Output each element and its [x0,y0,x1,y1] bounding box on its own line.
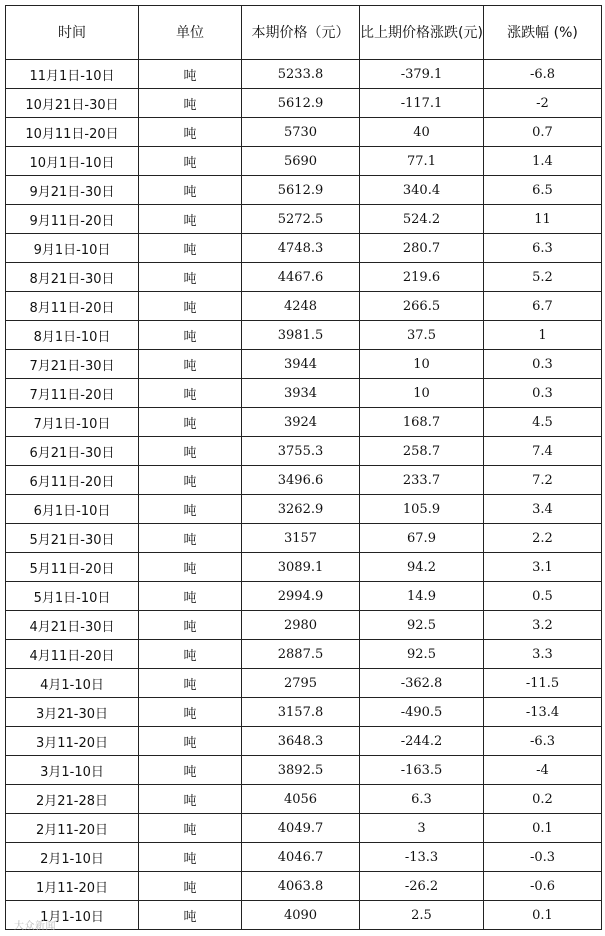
cell-change-pct: 0.1 [484,814,602,843]
cell-price: 3892.5 [242,756,360,785]
cell-change-pct: 4.5 [484,408,602,437]
cell-period: 6月21日-30日 [6,437,139,466]
cell-period: 8月1日-10日 [6,321,139,350]
table-row [6,611,602,640]
cell-unit: 吨 [139,321,242,350]
cell-change-pct: -6.8 [484,60,602,89]
table-row [6,263,602,292]
cell-period: 1月1-10日 [6,901,139,930]
table-row [6,321,602,350]
table-row [6,292,602,321]
cell-price: 3089.1 [242,553,360,582]
table-row [6,408,602,437]
cell-change: 258.7 [360,437,484,466]
cell-price: 4248 [242,292,360,321]
cell-price: 3934 [242,379,360,408]
cell-change: 10 [360,350,484,379]
cell-unit: 吨 [139,60,242,89]
header-change: 比上期价格涨跌(元) [360,6,484,60]
cell-change: 77.1 [360,147,484,176]
cell-change-pct: 3.2 [484,611,602,640]
table-row [6,495,602,524]
cell-change: -362.8 [360,669,484,698]
table-row [6,89,602,118]
cell-period: 10月11日-20日 [6,118,139,147]
header-price: 本期价格（元） [242,6,360,60]
cell-change-pct: -0.6 [484,872,602,901]
cell-change-pct: 6.5 [484,176,602,205]
cell-price: 5612.9 [242,176,360,205]
cell-price: 4467.6 [242,263,360,292]
cell-period: 7月11日-20日 [6,379,139,408]
cell-change-pct: 6.7 [484,292,602,321]
cell-change: 40 [360,118,484,147]
cell-unit: 吨 [139,89,242,118]
cell-change: 94.2 [360,553,484,582]
cell-unit: 吨 [139,756,242,785]
cell-change-pct: 3.4 [484,495,602,524]
cell-period: 4月1-10日 [6,669,139,698]
cell-period: 3月21-30日 [6,698,139,727]
table-row [6,872,602,901]
cell-unit: 吨 [139,611,242,640]
cell-change: -117.1 [360,89,484,118]
cell-period: 8月11日-20日 [6,292,139,321]
table-row [6,466,602,495]
cell-change: 37.5 [360,321,484,350]
cell-period: 10月1日-10日 [6,147,139,176]
table-row [6,553,602,582]
cell-change: 266.5 [360,292,484,321]
cell-change-pct: -13.4 [484,698,602,727]
cell-period: 5月1日-10日 [6,582,139,611]
cell-change: 280.7 [360,234,484,263]
table-row [6,524,602,553]
cell-unit: 吨 [139,524,242,553]
table-row [6,437,602,466]
cell-change-pct: 6.3 [484,234,602,263]
cell-change: 92.5 [360,640,484,669]
table-body [6,60,602,930]
cell-change: 233.7 [360,466,484,495]
cell-unit: 吨 [139,118,242,147]
cell-price: 3648.3 [242,727,360,756]
cell-period: 1月11-20日 [6,872,139,901]
table-row [6,756,602,785]
cell-unit: 吨 [139,437,242,466]
cell-unit: 吨 [139,814,242,843]
cell-price: 5612.9 [242,89,360,118]
cell-unit: 吨 [139,785,242,814]
cell-price: 2887.5 [242,640,360,669]
header-period: 时间 [6,6,139,60]
cell-period: 6月11日-20日 [6,466,139,495]
cell-change-pct: 3.3 [484,640,602,669]
cell-period: 9月1日-10日 [6,234,139,263]
cell-change: 92.5 [360,611,484,640]
cell-unit: 吨 [139,727,242,756]
cell-change-pct: 0.3 [484,350,602,379]
cell-price: 4063.8 [242,872,360,901]
cell-period: 7月21日-30日 [6,350,139,379]
cell-change: 340.4 [360,176,484,205]
cell-price: 3157 [242,524,360,553]
cell-unit: 吨 [139,379,242,408]
cell-change-pct: 7.2 [484,466,602,495]
cell-unit: 吨 [139,640,242,669]
cell-unit: 吨 [139,234,242,263]
cell-change: -490.5 [360,698,484,727]
cell-change: 2.5 [360,901,484,930]
cell-price: 2980 [242,611,360,640]
cell-price: 3262.9 [242,495,360,524]
table-row [6,785,602,814]
cell-price: 3496.6 [242,466,360,495]
cell-unit: 吨 [139,408,242,437]
table-row [6,814,602,843]
cell-change: 6.3 [360,785,484,814]
cell-change: -13.3 [360,843,484,872]
cell-change: 14.9 [360,582,484,611]
cell-price: 3755.3 [242,437,360,466]
cell-period: 2月21-28日 [6,785,139,814]
cell-change-pct: -6.3 [484,727,602,756]
cell-change-pct: 7.4 [484,437,602,466]
cell-period: 5月11日-20日 [6,553,139,582]
cell-price: 4046.7 [242,843,360,872]
cell-price: 3157.8 [242,698,360,727]
cell-change: -379.1 [360,60,484,89]
cell-period: 2月1-10日 [6,843,139,872]
cell-change: -26.2 [360,872,484,901]
cell-unit: 吨 [139,553,242,582]
table-row [6,118,602,147]
cell-price: 5690 [242,147,360,176]
cell-period: 3月11-20日 [6,727,139,756]
cell-change-pct: -2 [484,89,602,118]
cell-period: 10月21日-30日 [6,89,139,118]
cell-change-pct: 3.1 [484,553,602,582]
cell-change-pct: 2.2 [484,524,602,553]
header-row [6,6,602,60]
cell-unit: 吨 [139,872,242,901]
table-row [6,698,602,727]
cell-change: 10 [360,379,484,408]
cell-period: 2月11-20日 [6,814,139,843]
cell-change: -163.5 [360,756,484,785]
header-change-pct: 涨跌幅 (%) [484,6,602,60]
cell-unit: 吨 [139,466,242,495]
cell-price: 2795 [242,669,360,698]
cell-unit: 吨 [139,147,242,176]
cell-change-pct: 0.2 [484,785,602,814]
cell-period: 8月21日-30日 [6,263,139,292]
cell-change: 3 [360,814,484,843]
table-row [6,901,602,930]
table-row [6,582,602,611]
cell-change: 105.9 [360,495,484,524]
header-unit: 单位 [139,6,242,60]
cell-unit: 吨 [139,843,242,872]
cell-unit: 吨 [139,205,242,234]
cell-period: 3月1-10日 [6,756,139,785]
cell-change-pct: 11 [484,205,602,234]
table-row [6,727,602,756]
cell-unit: 吨 [139,901,242,930]
cell-unit: 吨 [139,263,242,292]
cell-price: 3944 [242,350,360,379]
cell-unit: 吨 [139,292,242,321]
cell-price: 5272.5 [242,205,360,234]
table-row [6,350,602,379]
cell-price: 2994.9 [242,582,360,611]
table-row [6,176,602,205]
cell-period: 11月1日-10日 [6,60,139,89]
cell-change-pct: 0.5 [484,582,602,611]
table-row [6,379,602,408]
cell-price: 3981.5 [242,321,360,350]
table-row [6,640,602,669]
cell-period: 4月21日-30日 [6,611,139,640]
cell-period: 7月1日-10日 [6,408,139,437]
cell-period: 9月11日-20日 [6,205,139,234]
cell-change-pct: 1.4 [484,147,602,176]
cell-period: 5月21日-30日 [6,524,139,553]
cell-unit: 吨 [139,495,242,524]
table-row [6,234,602,263]
cell-change: 524.2 [360,205,484,234]
cell-change-pct: 5.2 [484,263,602,292]
table-row [6,669,602,698]
cell-price: 4090 [242,901,360,930]
cell-change-pct: 0.3 [484,379,602,408]
cell-unit: 吨 [139,669,242,698]
table-row [6,205,602,234]
cell-price: 4748.3 [242,234,360,263]
cell-price: 3924 [242,408,360,437]
table-row [6,843,602,872]
cell-change: -244.2 [360,727,484,756]
cell-price: 4049.7 [242,814,360,843]
cell-unit: 吨 [139,582,242,611]
watermark-text: 大众新闻 [14,921,56,932]
table-row [6,147,602,176]
price-table [5,5,602,930]
cell-period: 9月21日-30日 [6,176,139,205]
cell-unit: 吨 [139,698,242,727]
cell-unit: 吨 [139,176,242,205]
cell-change: 67.9 [360,524,484,553]
table-row [6,60,602,89]
cell-change-pct: -4 [484,756,602,785]
cell-period: 6月1日-10日 [6,495,139,524]
cell-price: 5233.8 [242,60,360,89]
cell-change-pct: -11.5 [484,669,602,698]
cell-unit: 吨 [139,350,242,379]
cell-change: 219.6 [360,263,484,292]
cell-price: 4056 [242,785,360,814]
cell-change-pct: -0.3 [484,843,602,872]
cell-change-pct: 0.7 [484,118,602,147]
cell-price: 5730 [242,118,360,147]
cell-change-pct: 1 [484,321,602,350]
cell-period: 4月11日-20日 [6,640,139,669]
cell-change-pct: 0.1 [484,901,602,930]
cell-change: 168.7 [360,408,484,437]
